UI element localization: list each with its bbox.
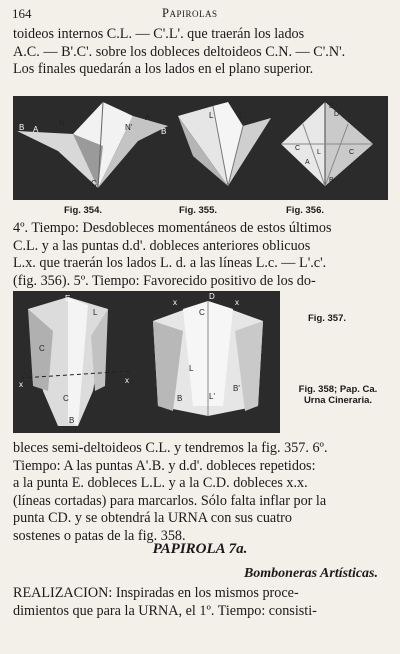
text-line: A.C. — B'.C'. sobre los dobleces deltoideos C.N. — C'.N'. — [13, 43, 346, 60]
fig-354-label: A — [33, 125, 39, 134]
fig-354-label: N' — [125, 123, 133, 132]
text-line: dimientos que para la URNA, el 1º. Tiempo: consisti- — [13, 602, 317, 619]
fig-356-label: C — [349, 149, 355, 156]
fig-357-label: L — [93, 308, 98, 317]
fig-357-drawing — [19, 294, 131, 426]
text-line: 4º. Tiempo: Desdobleces momentáneos de estos últimos — [13, 220, 332, 236]
fig-356-label: E — [329, 103, 334, 110]
fig-354-label: A — [145, 113, 151, 122]
fig-354-label: N — [59, 119, 65, 128]
fig-355-label: L — [209, 111, 214, 120]
fig-356-label: D — [334, 111, 340, 118]
figure-row-354-356-drawing — [13, 96, 388, 200]
fig-358-label: L — [189, 364, 194, 373]
fig-358-label: x — [173, 298, 177, 307]
figure-row-357-358-drawing — [13, 291, 280, 433]
fig-357-label: C — [39, 344, 45, 353]
fig-354-label: C — [91, 179, 97, 188]
text-line: C.L. y a las puntas d.d'. dobleces anteriores oblicuos — [13, 237, 311, 254]
text-line: toideos internos C.L. — C'.L'. que traerán los lados — [13, 26, 305, 42]
paragraph-3 — [13, 440, 383, 545]
fig-358-caption — [283, 384, 393, 406]
fig-357-label: x — [125, 376, 129, 385]
fig-358-label: D — [209, 292, 215, 301]
fig-358-label: x — [235, 298, 239, 307]
fig-358-label: C — [199, 308, 205, 317]
text-line: a la punta E. dobleces L.L. y a la C.D. dobleces x.x. — [13, 475, 308, 491]
fig-356-label: L — [317, 149, 321, 156]
page-header — [12, 6, 388, 22]
text-line: Tiempo: A las puntas A'.B. y d.d'. dobleces repetidos: — [13, 457, 316, 474]
fig-354-label: B — [161, 127, 167, 136]
fig-358-caption-line: Urna Cineraria. — [303, 395, 373, 406]
fig-358-label: L' — [209, 392, 215, 401]
text-line: (fig. 356). 5º. Tiempo: Favorecido positivo de los do- — [13, 272, 316, 289]
fig-356-label: C — [295, 145, 301, 152]
fig-358-label: B — [177, 394, 183, 403]
paragraph-2 — [13, 220, 383, 290]
fig-356-label: A — [305, 159, 310, 166]
fig-354-drawing — [17, 102, 168, 188]
text-line: (líneas cortadas) para marcarlos. Sólo falta inflar por la — [13, 492, 327, 509]
fig-354-label: B — [19, 123, 25, 132]
fig-356-label: B — [329, 177, 334, 184]
text-line: punta CD. y se obtendrá la URNA con sus cuatro — [13, 510, 292, 526]
running-title: Papirolas — [162, 6, 218, 20]
text-line: REALIZACION: Inspiradas en los mismos proce- — [13, 585, 299, 601]
fig-356-drawing — [281, 102, 373, 186]
fig-358-drawing — [153, 292, 263, 416]
figure-row-354-356 — [13, 96, 388, 200]
section-subtitle: Bomboneras Artísticas. — [243, 566, 378, 581]
fig-357-label: E — [65, 294, 71, 303]
fig-356-caption: Fig. 356. — [286, 205, 325, 216]
fig-357-label: B — [69, 416, 75, 425]
figure-row-357-358 — [13, 291, 280, 433]
fig-354-caption: Fig. 354. — [64, 205, 103, 216]
text-line: Los finales quedarán a los lados en el plano superior. — [13, 61, 314, 77]
fig-357-caption: Fig. 357. — [308, 313, 347, 324]
fig-358-caption-line: Fig. 358; Pap. Ca. — [298, 384, 378, 395]
text-line: bleces semi-deltoideos C.L. y tendremos la fig. 357. 6º. — [13, 440, 328, 456]
text-line: sostenes o patas de la fig. 358. — [13, 527, 186, 544]
fig-357-label: x — [19, 380, 23, 389]
fig-355-label: L' — [239, 111, 245, 120]
text-line: L.x. que traerán los lados L. d. a las líneas L.c. — L'.c'. — [13, 255, 327, 271]
paragraph-4 — [13, 585, 383, 620]
fig-358-label: B' — [233, 384, 240, 393]
section-title: PAPIROLA 7a. — [152, 541, 248, 557]
fig-355-caption: Fig. 355. — [179, 205, 218, 216]
paragraph-1 — [13, 26, 383, 79]
page-number: 164 — [12, 6, 32, 21]
fig-355-drawing — [178, 102, 271, 186]
fig-357-label: C — [63, 394, 69, 403]
